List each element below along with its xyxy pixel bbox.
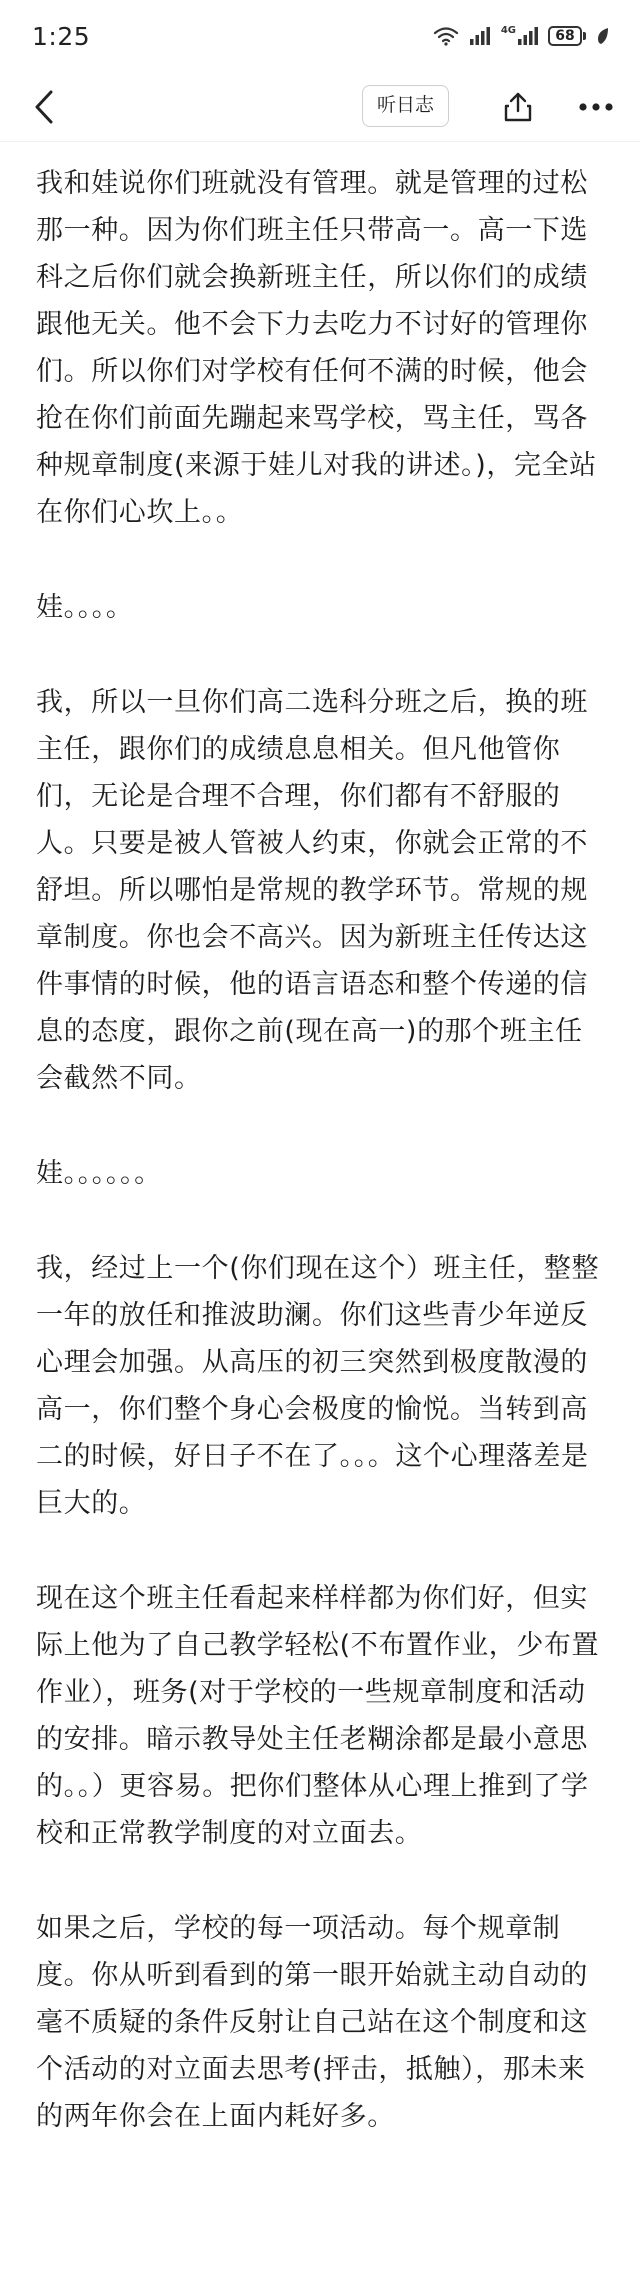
signal-icon	[469, 26, 491, 46]
battery-cap	[583, 32, 586, 40]
share-icon	[503, 91, 533, 123]
paragraph: 如果之后，学校的每一项活动。每个规章制度。你从听到看到的第一眼开始就主动自动的毫不质疑的条件反射让自己站在这个制度和这个活动的对立面去思考(抨击，抵触），那未来的两年你会在上面内耗好多。	[36, 1913, 588, 2132]
more-button[interactable]	[574, 85, 618, 129]
paragraph: 我，所以一旦你们高二选科分班之后，换的班主任，跟你们的成绩息息相关。但凡他管你们，无论是合理不合理，你们都有不舒服的人。只要是被人管被人约束，你就会正常的不舒坦。所以哪怕是常规的教学环节。常规的规章制度。你也会不高兴。因为新班主任传达这件事情的时候，他的语言语态和整个传递的信息的态度，跟你之前(现在高一)的那个班主任会截然不同。	[36, 687, 588, 1094]
status-bar	[0, 0, 640, 72]
article-content	[0, 142, 640, 2188]
listen-log-button[interactable]: 听日志	[362, 85, 449, 127]
paragraph: 娃。。。。。。	[36, 1158, 162, 1189]
wifi-icon	[433, 26, 459, 46]
paragraph: 现在这个班主任看起来样样都为你们好，但实际上他为了自己教学轻松(不布置作业，少布置作业），班务(对于学校的一些规章制度和活动的安排。暗示教导处主任老糊涂都是最小意思的。。）更容易。把你们整体从心理上推到了学校和正常教学制度的对立面去。	[36, 1583, 600, 1849]
back-button[interactable]	[22, 85, 66, 129]
leaf-icon	[596, 27, 610, 45]
nav-bar	[0, 72, 640, 142]
battery-icon	[548, 26, 586, 46]
battery-level: 68	[548, 26, 582, 46]
status-time: 1:25	[32, 21, 91, 51]
nav-actions	[496, 85, 618, 129]
network-label: 4G	[500, 25, 516, 36]
paragraph: 娃。。。。	[36, 592, 134, 623]
paragraph: 我，经过上一个(你们现在这个）班主任，整整一年的放任和推波助澜。你们这些青少年逆反心理会加强。从高压的初三突然到极度散漫的高一，你们整个身心会极度的愉悦。当转到高二的时候，好日子不在了。。。这个心理落差是巨大的。	[36, 1253, 600, 1519]
share-button[interactable]	[496, 85, 540, 129]
signal-4g-icon	[501, 26, 538, 46]
paragraph: 我和娃说你们班就没有管理。就是管理的过松那一种。因为你们班主任只带高一。高一下选科之后你们就会换新班主任，所以你们的成绩跟他无关。他不会下力去吃力不讨好的管理你们。所以你们对学校有任何不满的时候，他会抢在你们前面先蹦起来骂学校，骂主任，骂各种规章制度(来源于娃儿对我的讲述。)，完全站在你们心坎上。。	[36, 168, 597, 528]
chevron-left-icon	[33, 89, 55, 125]
more-icon	[578, 102, 614, 112]
status-icons	[433, 26, 610, 46]
